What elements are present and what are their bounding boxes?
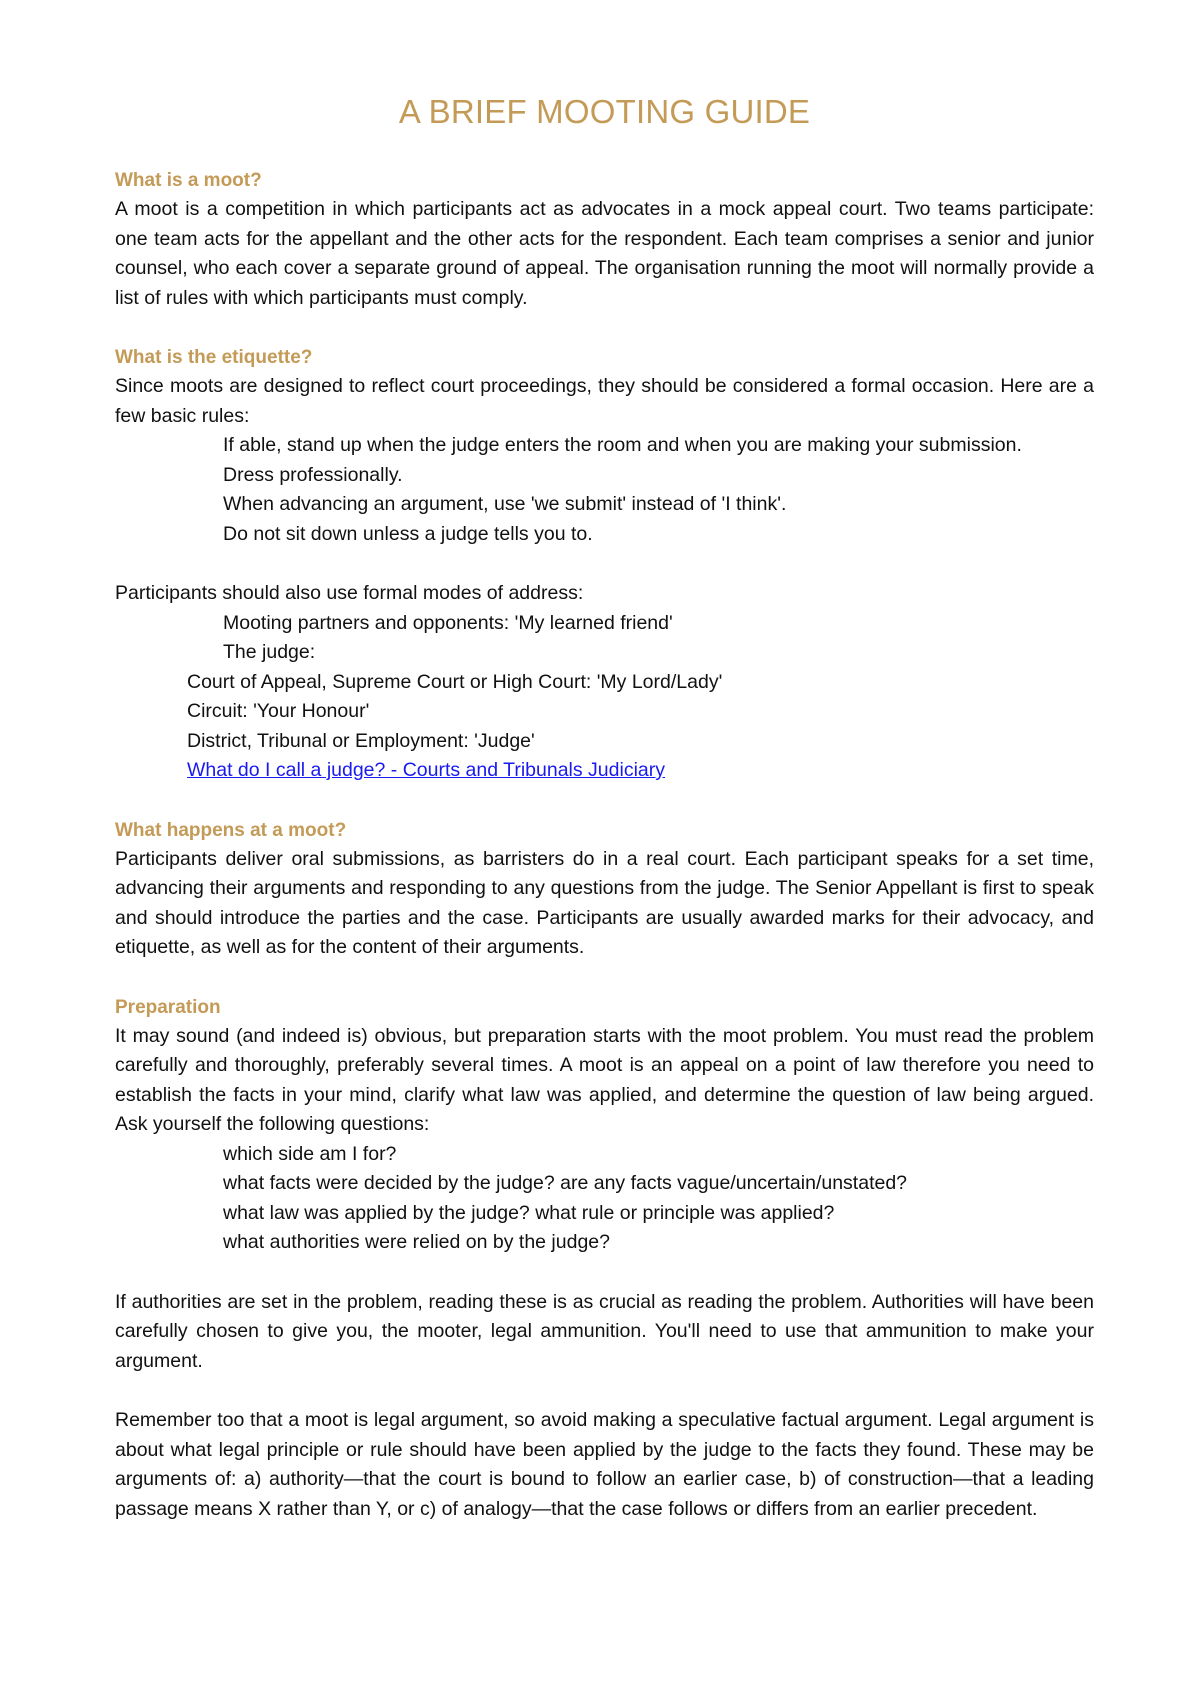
list-item: If able, stand up when the judge enters the room and when you are making your submission.: [223, 434, 1022, 456]
address-list: [115, 609, 1094, 668]
heading-what-is-a-moot: What is a moot?: [115, 170, 262, 191]
list-item: Do not sit down unless a judge tells you to.: [223, 522, 593, 545]
list-item: [187, 756, 1094, 786]
paragraph-legal-argument: Remember too that a moot is legal argument, so avoid making a speculative factual argument. Legal argument is about what legal principle or rule should have been applied by the judge to the facts they found. These may be arguments of: a) authority—that the court is bound to follow an earlier case, b) of construction—that a leading passage means X rather than Y, or c) of analogy—that the case follows or differs from an earlier precedent.: [115, 1409, 1094, 1520]
list-item: what law was applied by the judge? what rule or principle was applied?: [223, 1201, 835, 1224]
paragraph-preparation: It may sound (and indeed is) obvious, but preparation starts with the moot problem. You must read the problem carefully and thoroughly, preferably several times. A moot is an appeal on a point of law therefore you need to establish the facts in your mind, clarify what law was applied, and determine the question of law being argued. Ask yourself the following questions:: [115, 1024, 1094, 1135]
paragraph-authorities: If authorities are set in the problem, reading these is as crucial as reading the problem. Authorities will have been carefully chosen to give you, the mooter, legal ammunition. You'll need to use that ammunition to make your argument.: [115, 1290, 1094, 1372]
list-item: District, Tribunal or Employment: 'Judge': [187, 729, 535, 752]
heading-etiquette: What is the etiquette?: [115, 347, 313, 368]
list-item: Mooting partners and opponents: 'My learned friend': [223, 611, 673, 634]
paragraph-etiquette-intro: Since moots are designed to reflect court proceedings, they should be considered a formal occasion. Here are a few basic rules:: [115, 375, 1094, 427]
spacer: [115, 963, 1094, 993]
list-item: Circuit: 'Your Honour': [187, 700, 370, 722]
list-item: Court of Appeal, Supreme Court or High Court: 'My Lord/Lady': [187, 670, 723, 693]
list-item: Dress professionally.: [223, 463, 403, 486]
list-item: When advancing an argument, use 'we submit' instead of 'I think'.: [223, 493, 787, 515]
document-title: A BRIEF MOOTING GUIDE: [398, 93, 811, 130]
list-item: what authorities were relied on by the judge?: [223, 1231, 610, 1253]
heading-preparation: Preparation: [115, 996, 221, 1018]
spacer: [115, 786, 1094, 816]
heading-what-happens: What happens at a moot?: [115, 819, 347, 841]
judiciary-link[interactable]: What do I call a judge? - Courts and Tribunals Judiciary: [187, 759, 665, 781]
preparation-questions-list: [115, 1140, 1094, 1258]
spacer: [115, 549, 1094, 579]
spacer: [115, 1376, 1094, 1406]
judge-address-list: [115, 668, 1094, 786]
spacer: [115, 1258, 1094, 1288]
paragraph-what-happens: Participants deliver oral submissions, as barristers do in a real court. Each participant speaks for a set time, advancing their arguments and responding to any questions from the judge. The Senior Appellant is first to speak and should introduce the parties and the case. Participants are usually awarded marks for their advocacy, and etiquette, as well as for the content of their arguments.: [115, 847, 1094, 958]
list-item: what facts were decided by the judge? are any facts vague/uncertain/unstated?: [223, 1172, 908, 1194]
list-item: The judge:: [223, 641, 316, 663]
spacer: [115, 313, 1094, 343]
paragraph-address-intro: Participants should also use formal modes of address:: [115, 582, 584, 604]
list-item: which side am I for?: [223, 1142, 397, 1165]
etiquette-rules-list: [115, 431, 1094, 549]
paragraph-what-is-a-moot: A moot is a competition in which participants act as advocates in a mock appeal court. Two teams participate: one team acts for the appellant and the other acts for the respondent. Each team comprises a senior and junior counsel, who each cover a separate ground of appeal. The organisation running the moot will normally provide a list of rules with which participants must comply.: [115, 198, 1094, 309]
